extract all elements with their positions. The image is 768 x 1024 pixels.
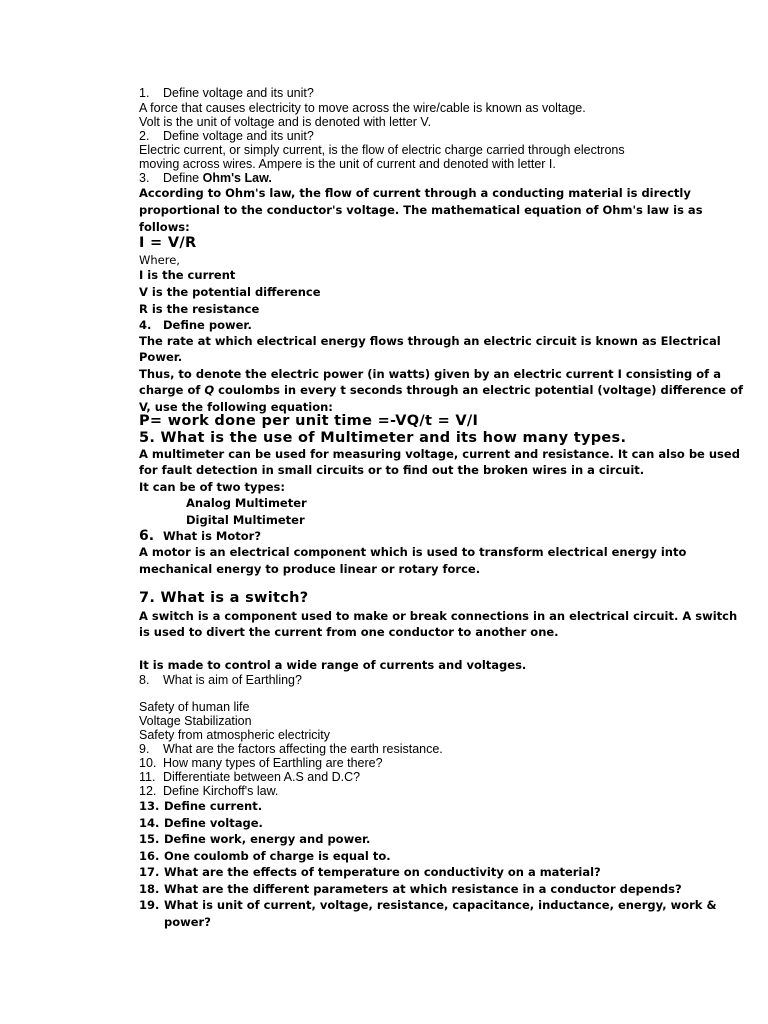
question-text: What are the factors affecting the earth resistance. <box>163 742 443 756</box>
question-6 <box>139 528 261 544</box>
question-number: 6. <box>139 528 155 544</box>
question-text: What is aim of Earthling? <box>163 673 302 687</box>
power-equation: P= work done per unit time =-VQ/t = V/I <box>139 413 479 429</box>
multimeter-type: Analog Multimeter <box>186 496 307 510</box>
answer-text: coulombs in every t seconds through an electric potential (voltage) difference of <box>214 383 743 397</box>
question-11 <box>139 770 360 784</box>
answer-line: proportional to the conductor's voltage. The mathematical equation of Ohm's law is as <box>139 203 703 217</box>
question-15 <box>139 831 370 847</box>
question-text: Define voltage and its unit? <box>163 129 314 143</box>
question-number: 2. <box>139 129 150 143</box>
answer-line: Power. <box>139 350 183 364</box>
question-text: How many types of Earthling are there? <box>163 756 383 770</box>
where-item: V is the potential difference <box>139 285 321 299</box>
answer-line: is used to divert the current from one conductor to another one. <box>139 625 559 639</box>
question-text: One coulomb of charge is equal to. <box>164 849 391 863</box>
question-19 <box>139 897 717 913</box>
question-text-bold: Ohm's Law. <box>202 171 272 185</box>
answer-line: V, use the following equation: <box>139 400 333 414</box>
question-16 <box>139 848 391 864</box>
question-number: 18. <box>139 882 160 896</box>
answer-line: Electric current, or simply current, is the flow of electric charge carried through electrons <box>139 143 625 157</box>
question-number: 16. <box>139 849 160 863</box>
question-text: What are the different parameters at which resistance in a conductor depends? <box>164 882 682 896</box>
question-number: 11. <box>139 770 156 784</box>
answer-line: for fault detection in small circuits or to find out the broken wires in a circuit. <box>139 463 645 477</box>
question-number: 14. <box>139 816 160 830</box>
question-number: 17. <box>139 865 160 879</box>
question-10 <box>139 756 383 770</box>
question-17 <box>139 864 601 880</box>
answer-line: mechanical energy to produce linear or rotary force. <box>139 562 481 576</box>
question-number: 4. <box>139 318 152 332</box>
question-text: Differentiate between A.S and D.C? <box>163 770 361 784</box>
question-number: 10. <box>139 756 157 770</box>
answer-line <box>139 382 743 398</box>
answer-line: The rate at which electrical energy flows through an electric circuit is known as Electrical <box>139 334 721 348</box>
question-12 <box>139 784 278 798</box>
question-text: What is Motor? <box>163 529 262 543</box>
where-item: R is the resistance <box>139 302 260 316</box>
question-number: 1. <box>139 86 150 100</box>
question-number: 9. <box>139 742 150 756</box>
answer-line: follows: <box>139 220 190 234</box>
question-number: 19. <box>139 898 160 912</box>
question-text: Define <box>163 171 203 185</box>
question-text: Define work, energy and power. <box>164 832 371 846</box>
answer-line: Volt is the unit of voltage and is denoted with letter V. <box>139 115 432 129</box>
answer-line: According to Ohm's law, the flow of current through a conducting material is directly <box>139 186 691 200</box>
question-number: 8. <box>139 673 150 687</box>
question-number: 12. <box>139 784 157 798</box>
question-13 <box>139 798 262 814</box>
question-5: 5. What is the use of Multimeter and its how many types. <box>139 430 627 446</box>
answer-text: charge of <box>139 383 205 397</box>
question-number: 3. <box>139 171 150 185</box>
question-2 <box>139 129 314 143</box>
question-14 <box>139 815 263 831</box>
question-18 <box>139 881 682 897</box>
question-4 <box>139 317 252 333</box>
answer-line: Safety from atmospheric electricity <box>139 728 331 742</box>
question-text: Define voltage. <box>164 816 263 830</box>
answer-line: It can be of two types: <box>139 480 285 494</box>
ohm-equation: I = V/R <box>139 235 197 251</box>
multimeter-type: Digital Multimeter <box>186 513 305 527</box>
answer-line: A force that causes electricity to move across the wire/cable is known as voltage. <box>139 101 586 115</box>
question-9 <box>139 742 443 756</box>
answer-line: Safety of human life <box>139 700 250 714</box>
answer-line: A switch is a component used to make or break connections in an electrical circuit. A switch <box>139 609 738 623</box>
answer-line: Voltage Stabilization <box>139 714 252 728</box>
answer-line: It is made to control a wide range of currents and voltages. <box>139 658 527 672</box>
answer-line: Thus, to denote the electric power (in watts) given by an electric current I consisting of a <box>139 367 721 381</box>
where-item: I is the current <box>139 268 236 282</box>
question-text: What are the effects of temperature on conductivity on a material? <box>164 865 601 879</box>
answer-line: A motor is an electrical component which is used to transform electrical energy into <box>139 545 687 559</box>
question-text: Define power. <box>163 318 252 332</box>
answer-line: moving across wires. Ampere is the unit of current and denoted with letter I. <box>139 157 556 171</box>
question-19-continued: power? <box>164 915 211 929</box>
question-3 <box>139 171 272 185</box>
charge-symbol: Q <box>204 383 215 397</box>
where-label: Where, <box>139 253 180 267</box>
question-number: 15. <box>139 832 160 846</box>
question-8 <box>139 673 302 687</box>
question-7: 7. What is a switch? <box>139 590 309 606</box>
question-text: Define voltage and its unit? <box>163 86 314 100</box>
question-1 <box>139 86 314 100</box>
answer-line: A multimeter can be used for measuring voltage, current and resistance. It can also be used <box>139 447 740 461</box>
question-text: Define current. <box>164 799 263 813</box>
question-text: What is unit of current, voltage, resistance, capacitance, inductance, energy, work & <box>164 898 717 912</box>
question-text: Define Kirchoff's law. <box>163 784 279 798</box>
question-number: 13. <box>139 799 160 813</box>
